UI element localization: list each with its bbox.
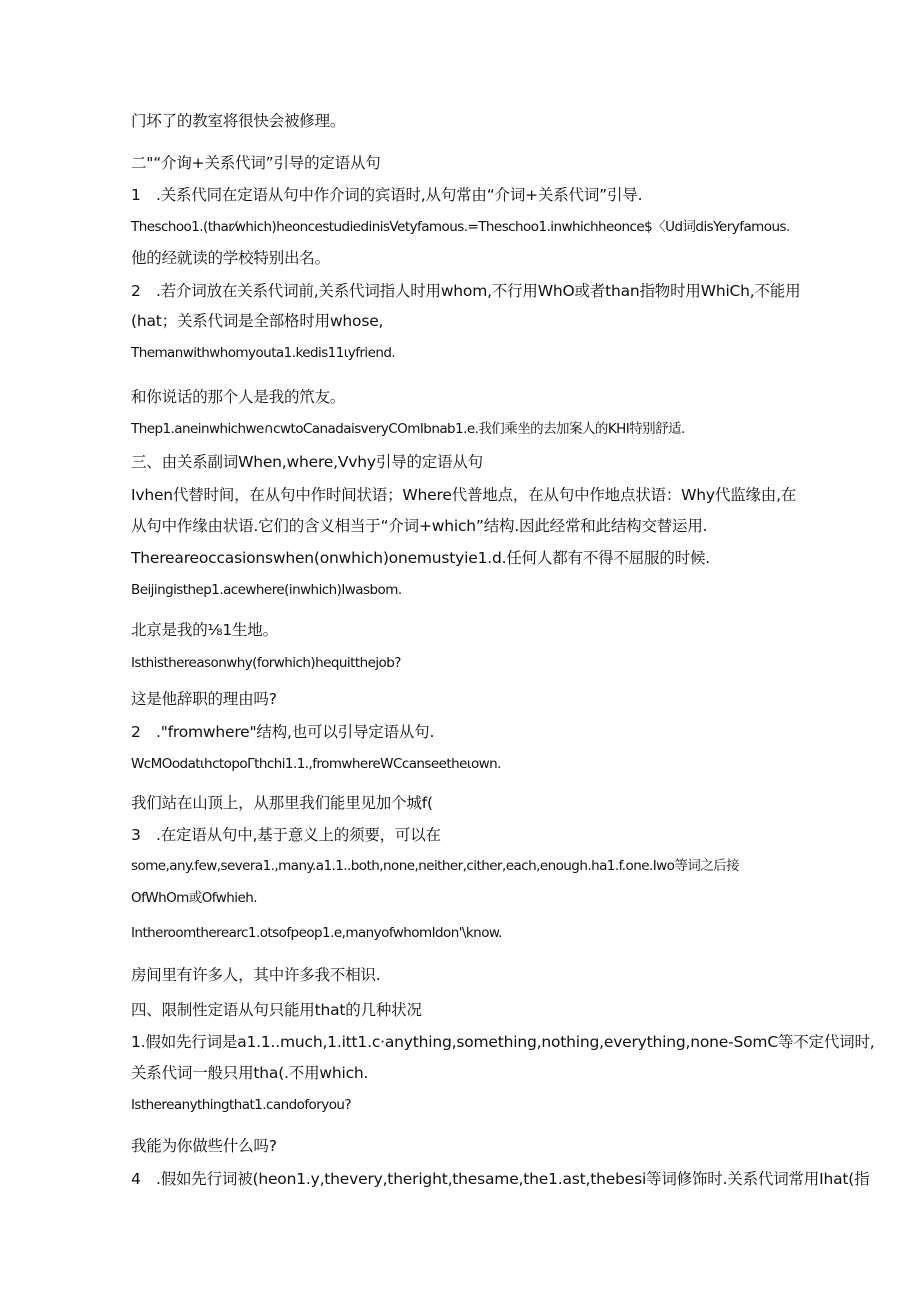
translation-line: 这是他辞职的理由吗? bbox=[131, 690, 277, 708]
example-sentence: Thep1.aneinwhichwe∩cwtoCanadaisveryCOmIbnab1.e.我们乘坐的去加案人的KHI特别舒适. bbox=[131, 421, 685, 437]
text-line: (hat；关系代词是全部格时用whose, bbox=[131, 312, 384, 330]
text-line: some,any.few,severa1.,many.a1.1..both,none,neither,cither,each,enough.ha1.f.one.Iwo等词之后接 bbox=[131, 858, 740, 874]
translation-line: 我能为你做些什么吗? bbox=[131, 1137, 277, 1155]
text-line: Ivhen代替时间，在从句中作时间状语；Where代普地点，在从句中作地点状语：Why代监缘由,在 bbox=[131, 486, 797, 504]
text-line: 3 .在定语从句中,基于意义上的须要，可以在 bbox=[131, 826, 441, 844]
translation-line: 北京是我的⅛1生地。 bbox=[131, 621, 278, 639]
example-sentence: Beijingisthep1.acewhere(inwhich)Iwasbom. bbox=[131, 582, 402, 598]
text-line: 2 ."fromwhere"结构,也可以引导定语从句. bbox=[131, 723, 435, 741]
example-sentence: WcMOodatιhctopoΓthchi1.1.,fromwhereWCcanseetheιown. bbox=[131, 756, 501, 772]
text-line: 2 .若介词放在关系代词前,关系代词指人时用whom,不行用WhO或者than指物时用WhiCh,不能用 bbox=[131, 282, 801, 300]
translation-line: 房间里有许多人，其中许多我不相识. bbox=[131, 966, 381, 984]
translation-line: 他的经就读的学校特别出名。 bbox=[131, 249, 330, 267]
example-sentence: Themanwithwhomyouta1.kedis11ιyfriend. bbox=[131, 345, 396, 361]
text-line: 门坏了的教室将很快会被修理。 bbox=[131, 112, 346, 130]
text-line: 1.假如先行词是a1.1..much,1.itt1.c·anything,something,nothing,everything,none-SomC等不定代词时, bbox=[131, 1033, 875, 1051]
text-line: 从句中作缘由状语.它们的含义相当于“介词+which”结构.因此经常和此结构交替运用. bbox=[131, 517, 708, 535]
example-sentence: Theschoo1.(thar⁄which)heoncestudiedinisVetyfamous.=Theschoo1.inwhichheonce$〈Ud词disYeryfamous. bbox=[131, 219, 790, 235]
section-heading: 二"“介询+关系代词”引导的定语从句 bbox=[131, 154, 381, 172]
example-sentence: Isthisthereasonwhy(forwhich)hequitthejob? bbox=[131, 655, 401, 671]
example-sentence: Intheroomtherearc1.otsofpeop1.e,manyofwhomIdon'\know. bbox=[131, 925, 502, 941]
text-line: 1 .关系代同在定语从句中作介词的宾语时,从句常由“介词+关系代词”引导. bbox=[131, 186, 643, 204]
text-line: OfWhOm或Ofwhieh. bbox=[131, 890, 257, 906]
translation-line: 和你说话的那个人是我的笊友。 bbox=[131, 388, 346, 406]
example-sentence: Isthereanythingthat1.candoforyou? bbox=[131, 1097, 352, 1113]
section-heading: 四、限制性定语从句只能用that的几种状况 bbox=[131, 1001, 422, 1019]
text-line: 4 .假如先行词被(heon1.y,thevery,theright,thesame,the1.ast,thebesi等词修饰时.关系代词常用Ihat(指 bbox=[131, 1170, 870, 1188]
translation-line: 我们站在山顶上，从那里我们能里见加个城f( bbox=[131, 794, 433, 812]
section-heading: 三、由关系副词When,where,Vvhy引导的定语从句 bbox=[131, 453, 483, 471]
example-sentence: Thereareoccasionswhen(onwhich)onemustyie1.d.任何人都有不得不屈服的时候. bbox=[131, 549, 710, 567]
text-line: 关系代词一般只用tha(.不用which. bbox=[131, 1064, 369, 1082]
